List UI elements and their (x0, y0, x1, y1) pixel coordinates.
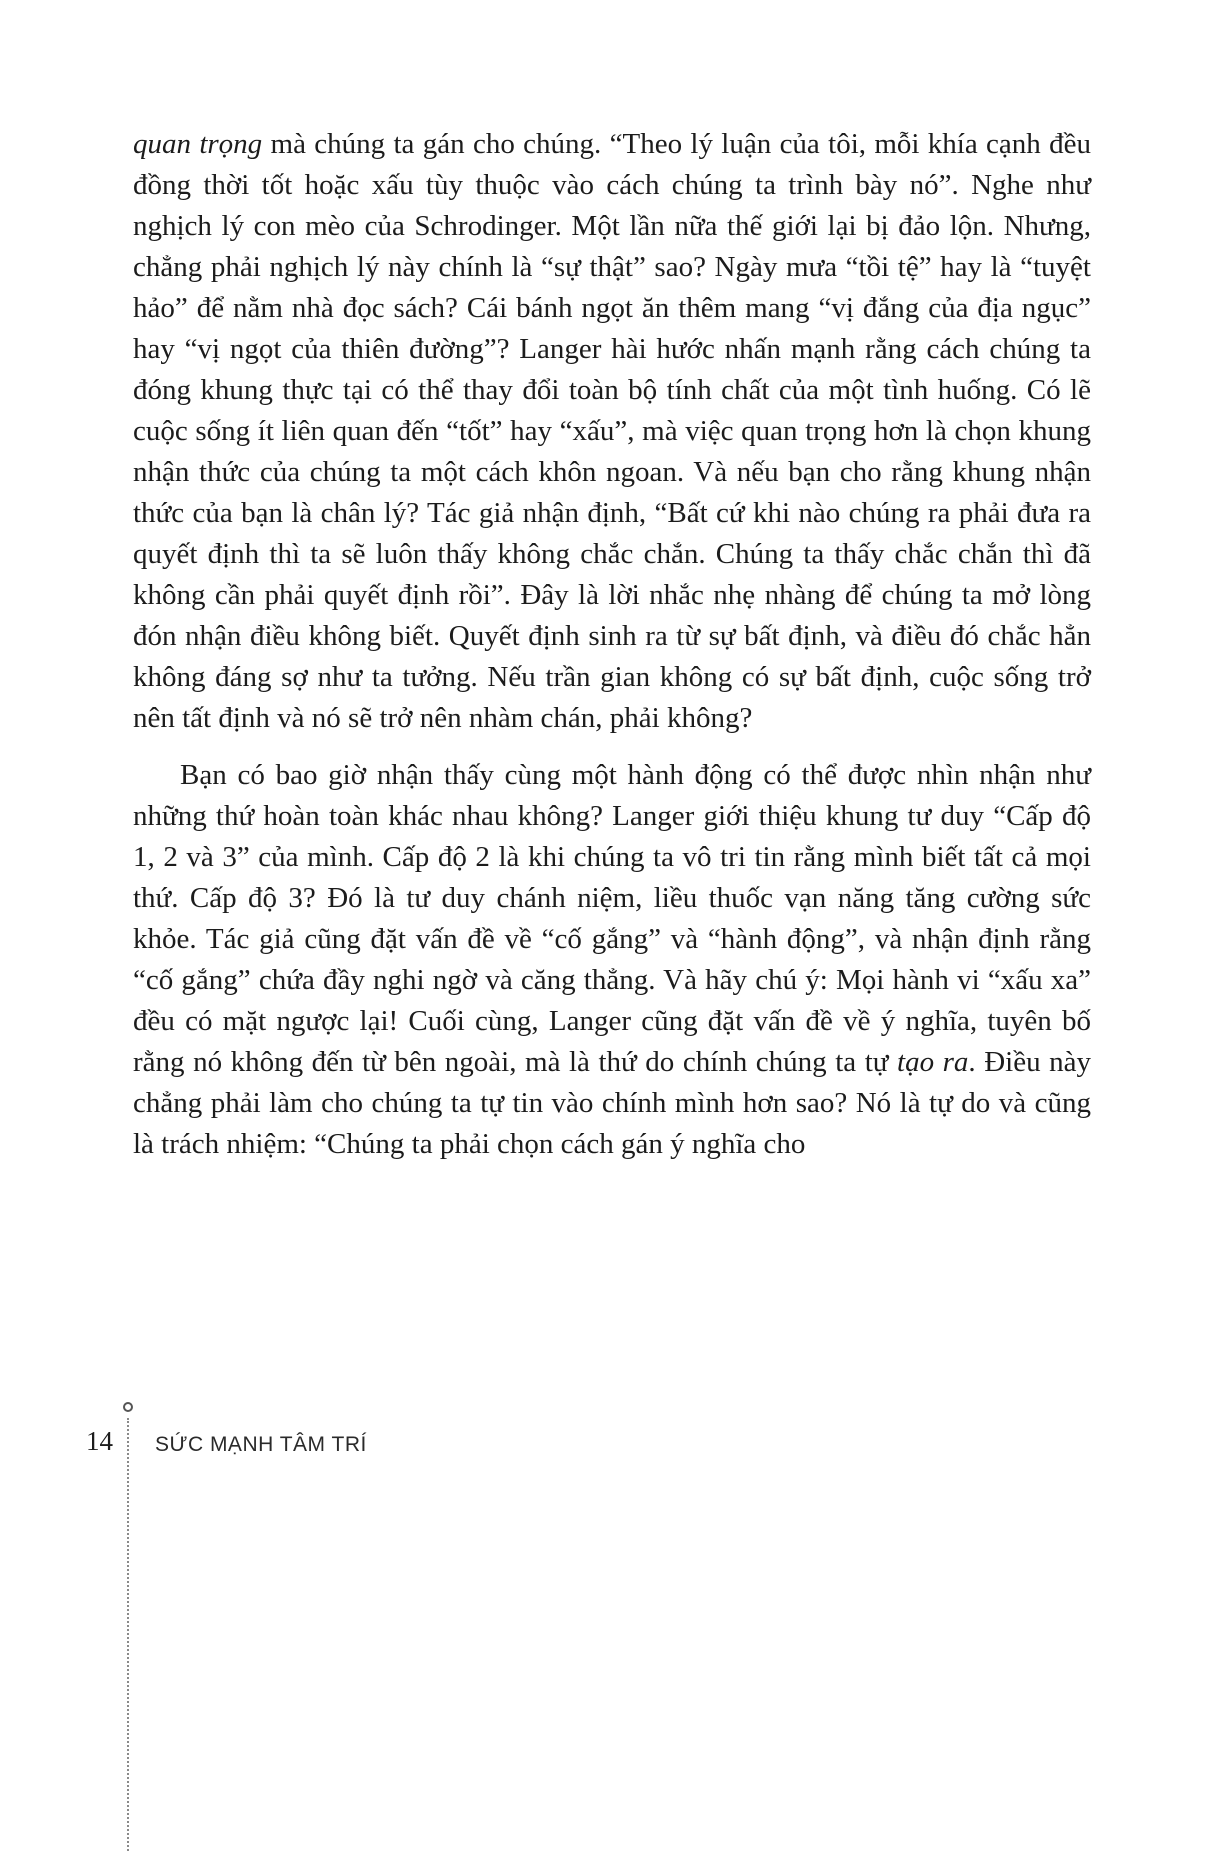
body-text (133, 124, 1091, 1165)
paragraph-1-run-normal: mà chúng ta gán cho chúng. “Theo lý luận của tôi, mỗi khía cạnh đều đồng thời tốt hoặc xấu tùy thuộc vào cách chúng ta trình bày nó”. Nghe như nghịch lý con mèo của Schrodinger. Một lần nữa thế giới lại bị đảo lộn. Nhưng, chẳng phải nghịch lý này chính là “sự thật” sao? Ngày mưa “tồi tệ” hay là “tuyệt hảo” để nằm nhà đọc sách? Cái bánh ngọt ăn thêm mang “vị đắng của địa ngục” hay “vị ngọt của thiên đường”? Langer hài hước nhấn mạnh rằng cách chúng ta đóng khung thực tại có thể thay đổi toàn bộ tính chất của một tình huống. Có lẽ cuộc sống ít liên quan đến “tốt” hay “xấu”, mà việc quan trọng hơn là chọn khung nhận thức của chúng ta một cách khôn ngoan. Và nếu bạn cho rằng khung nhận thức của bạn là chân lý? Tác giả nhận định, “Bất cứ khi nào chúng ra phải đưa ra quyết định thì ta sẽ luôn thấy không chắc chắn. Chúng ta thấy chắc chắn thì đã không cần phải quyết định rồi”. Đây là lời nhắc nhẹ nhàng để chúng ta mở lòng đón nhận điều không biết. Quyết định sinh ra từ sự bất định, và điều đó chắc hẳn không đáng sợ như ta tưởng. Nếu trần gian không có sự bất định, cuộc sống trở nên tất định và nó sẽ trở nên nhàm chán, phải không? (133, 128, 1091, 734)
paragraph-2 (133, 755, 1091, 1165)
page-number: 14 (86, 1426, 113, 1456)
paragraph-2-run-italic: tạo ra (897, 1046, 969, 1078)
book-title: SỨC MẠNH TÂM TRÍ (155, 1433, 367, 1456)
paragraph-1 (133, 124, 1091, 739)
paragraph-2-run-normal-2: . Điều này chẳng phải làm cho chúng ta tự tin vào chính mình hơn sao? Nó là tự do và cũng là trách nhiệm: “Chúng ta phải chọn cách gán ý nghĩa cho (133, 1046, 1091, 1160)
paragraph-1-run-italic: quan trọng (133, 128, 263, 160)
circle-ornament-icon (123, 1402, 133, 1412)
dotted-vertical-rule (127, 1418, 129, 1851)
paragraph-2-run-normal-1: Bạn có bao giờ nhận thấy cùng một hành động có thể được nhìn nhận như những thứ hoàn toàn khác nhau không? Langer giới thiệu khung tư duy “Cấp độ 1, 2 và 3” của mình. Cấp độ 2 là khi chúng ta vô tri tin rằng mình biết tất cả mọi thứ. Cấp độ 3? Đó là tư duy chánh niệm, liều thuốc vạn năng tăng cường sức khỏe. Tác giả cũng đặt vấn đề về “cố gắng” và “hành động”, và nhận định rằng “cố gắng” chứa đầy nghi ngờ và căng thẳng. Và hãy chú ý: Mọi hành vi “xấu xa” đều có mặt ngược lại! Cuối cùng, Langer cũng đặt vấn đề về ý nghĩa, tuyên bố rằng nó không đến từ bên ngoài, mà là thứ do chính chúng ta tự (133, 759, 1091, 1078)
